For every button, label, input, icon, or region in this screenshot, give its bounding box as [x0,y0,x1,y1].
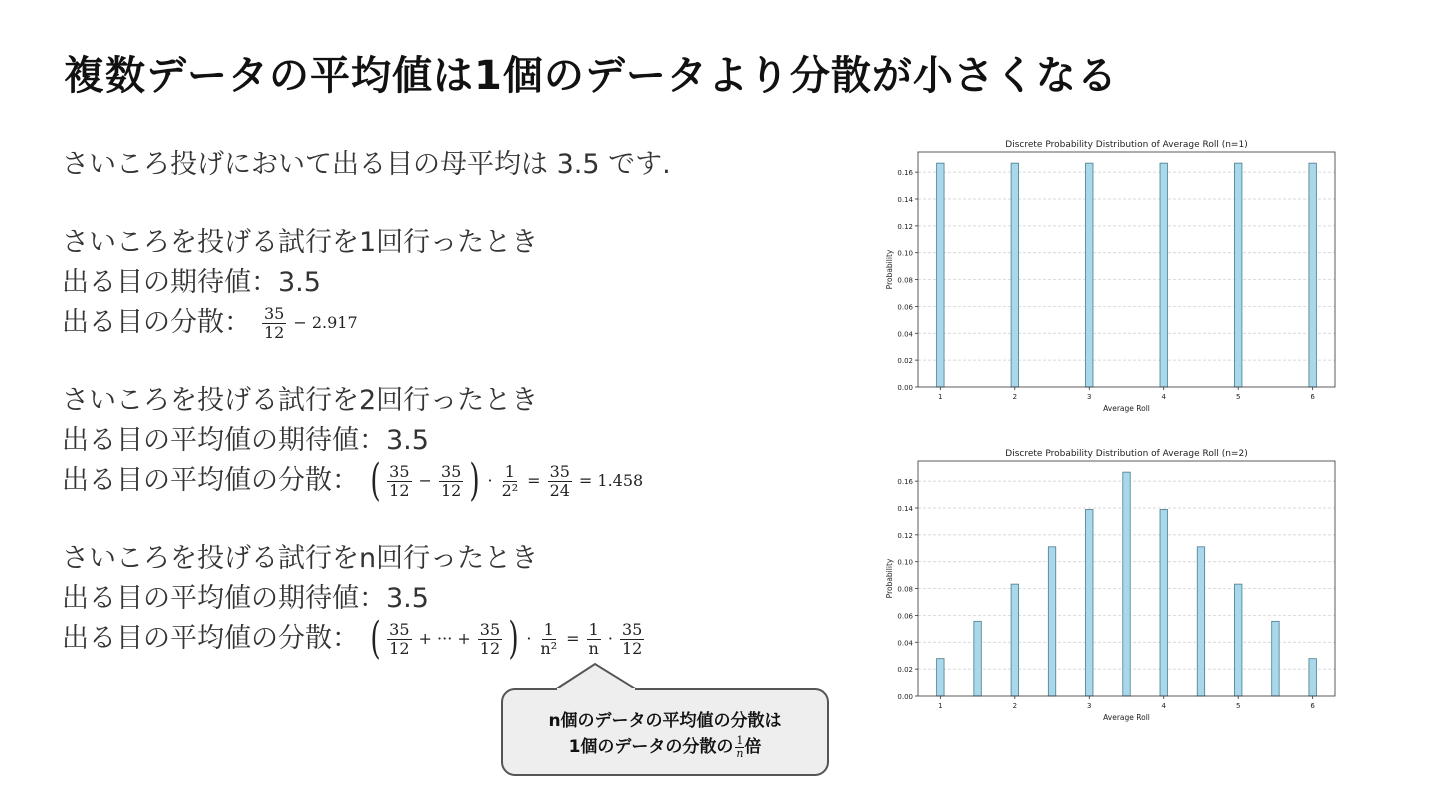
page-title: 複数データの平均値は1個のデータより分散が小さくなる [64,53,1118,99]
x-axis-label: Average Roll [1103,713,1150,722]
formula-fraction [620,621,644,658]
fraction-numerator: 1 [504,461,515,481]
y-tick-label: 0.02 [897,666,913,675]
fraction-denominator: n [588,638,599,658]
right-paren: ) [469,455,481,506]
x-tick-label: 5 [1235,702,1241,710]
callout-line2-suffix: 倍 [744,737,762,757]
x-tick-label: 4 [1161,702,1166,710]
y-tick-label: 0.14 [897,505,913,513]
x-tick-label: 5 [1235,393,1241,401]
bar [1309,659,1316,696]
formula-tail: − 2.917 [293,313,358,332]
fraction-denominator: 12 [389,480,410,500]
fraction-denominator: 12 [621,638,643,658]
section2-variance-formula [367,455,647,506]
y-tick-label: 0.16 [897,169,913,178]
bar [1309,163,1316,387]
formula-fraction [538,621,559,658]
y-tick-label: 0.04 [897,330,913,339]
section2-heading: さいころを投げる試行を2回行ったとき [62,385,539,416]
y-tick-label: 0.04 [897,639,913,648]
left-paren: ( [370,613,381,664]
x-tick-label: 1 [938,702,943,710]
formula-fraction [500,463,521,500]
formula-operator: − [418,471,432,490]
x-tick-label: 2 [1012,393,1018,401]
explanation-body [62,145,671,664]
chart-n2 [880,444,1350,724]
right-paren: ) [508,613,519,664]
section2-variance-label: 出る目の平均値の分散： [62,465,359,496]
callout-line2-prefix: 1個のデータの分散の [568,737,734,757]
formula-fraction [262,305,286,342]
formula-fraction [439,463,463,500]
bar [1086,509,1093,696]
x-tick-label: 6 [1310,393,1315,401]
section2-expectation: 出る目の平均値の期待値：3.5 [62,425,429,456]
bar [1160,163,1167,387]
fraction-numerator: 1 [543,619,554,639]
formula-fraction [478,621,502,658]
fraction-denominator: 24 [549,480,570,500]
bar [974,621,981,696]
fraction-numerator: 35 [389,619,410,639]
y-axis-label: Probability [885,249,894,290]
fraction-numerator: 35 [621,619,643,639]
fraction-numerator: 35 [264,303,285,323]
y-axis-label: Probability [885,558,894,599]
bar [1234,163,1241,387]
section3-expectation: 出る目の平均値の期待値：3.5 [62,583,429,614]
formula-fraction [387,463,411,500]
formula-operator: · [487,471,493,490]
x-axis-label: Average Roll [1103,404,1150,413]
callout-box [501,688,829,776]
bar [1048,547,1055,696]
bar [1197,547,1204,696]
y-tick-label: 0.10 [897,249,913,258]
bar [1160,509,1167,696]
y-tick-label: 0.00 [897,384,913,392]
fraction-denominator: n [736,746,744,760]
fraction-denominator: n² [540,638,558,658]
fraction-numerator: 35 [479,619,501,639]
x-tick-label: 2 [1012,702,1018,710]
formula-fraction [587,621,601,658]
y-tick-label: 0.06 [897,612,913,621]
x-tick-label: 1 [938,393,943,401]
fraction-numerator: 35 [440,461,462,481]
formula-operator: · [607,629,613,648]
bar [1123,472,1130,696]
fraction-denominator: 2² [501,480,519,500]
fraction-numerator: 35 [549,461,570,481]
formula-operator: · [526,629,532,648]
section3-heading: さいころを投げる試行をn回行ったとき [62,543,539,574]
section1-variance-formula [259,303,362,343]
y-tick-label: 0.08 [897,585,913,594]
formula-tail: = 1.458 [578,471,644,490]
chart-n1 [880,135,1350,415]
bar [937,659,944,696]
y-tick-label: 0.02 [897,357,913,366]
plot-frame [918,152,1335,387]
formula-fraction [387,621,411,658]
section1-heading: さいころを投げる試行を1回行ったとき [62,227,539,258]
y-tick-label: 0.16 [897,478,913,487]
formula-operator: = [566,629,580,648]
left-paren: ( [370,455,381,506]
y-tick-label: 0.08 [897,276,913,285]
x-tick-label: 3 [1087,393,1092,401]
x-tick-label: 3 [1087,702,1092,710]
bar [1011,584,1018,696]
fraction-numerator: 1 [736,733,744,747]
x-tick-label: 4 [1161,393,1166,401]
chart-title: Discrete Probability Distribution of Average Roll (n=2) [1005,449,1248,459]
formula-operator: + ··· + [418,629,471,648]
fraction-numerator: 35 [389,461,410,481]
section3-variance-formula [367,613,647,664]
section2-variance [62,455,671,506]
fraction-denominator: 12 [440,480,462,500]
bar [1011,163,1018,387]
bar [1234,584,1241,696]
y-tick-label: 0.06 [897,303,913,312]
fraction-denominator: 12 [389,638,410,658]
y-tick-label: 0.12 [897,531,913,540]
x-tick-label: 6 [1310,702,1315,710]
section1-variance [62,303,671,343]
section3-variance-label: 出る目の平均値の分散： [62,623,359,654]
y-tick-label: 0.00 [897,693,913,701]
fraction-denominator: 12 [479,638,501,658]
section1-expectation: 出る目の期待値：3.5 [62,267,321,298]
formula-fraction [548,463,572,500]
fraction-numerator: 1 [588,619,599,639]
y-tick-label: 0.10 [897,558,913,567]
y-tick-label: 0.14 [897,196,913,204]
y-tick-label: 0.12 [897,222,913,231]
section3-variance [62,613,671,664]
fraction-denominator: 12 [264,322,285,342]
section1-variance-label: 出る目の分散： [62,307,251,338]
callout-line1: n個のデータの平均値の分散は [548,711,782,731]
chart-title: Discrete Probability Distribution of Average Roll (n=1) [1005,140,1248,150]
intro-text: さいころ投げにおいて出る目の母平均は 3.5 です. [62,149,671,180]
callout-line2 [503,734,827,760]
bar [937,163,944,387]
bar [1272,621,1279,696]
formula-operator: = [527,471,541,490]
bar [1086,163,1093,387]
